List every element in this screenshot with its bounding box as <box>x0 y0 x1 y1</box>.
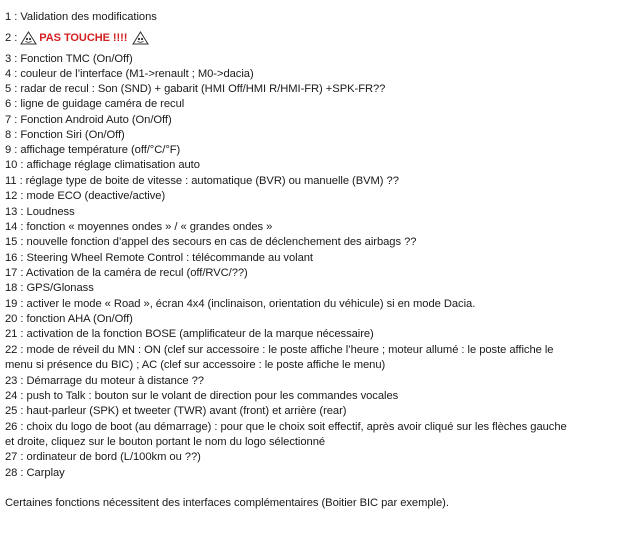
warning-triangle-icon <box>132 31 149 45</box>
list-item-19: 19 : activer le mode « Road », écran 4x4 (inclinaison, orientation du véhicule) si en mode Dacia. <box>5 298 476 310</box>
list-item-28: 28 : Carplay <box>5 467 65 479</box>
list-item-6: 6 : ligne de guidage caméra de recul <box>5 98 185 110</box>
list-item-13: 13 : Loudness <box>5 206 75 218</box>
warning-triangle-icon <box>20 31 37 45</box>
list-item-1: 1 : Validation des modifications <box>5 11 157 23</box>
list-item-17: 17 : Activation de la caméra de recul (off/RVC/??) <box>5 267 248 279</box>
list-item-15: 15 : nouvelle fonction d’appel des secours en cas de déclenchement des airbags ?? <box>5 236 417 248</box>
list-item-10: 10 : affichage réglage climatisation auto <box>5 159 200 171</box>
warning-prefix: 2 : <box>5 32 18 44</box>
list-item-26: 26 : choix du logo de boot (au démarrage) : pour que le choix soit effectif, après avoir cliqué sur les flèches gauche <box>5 421 567 433</box>
list-item-14: 14 : fonction « moyennes ondes » / « grandes ondes » <box>5 221 273 233</box>
list-item-27: 27 : ordinateur de bord (L/100km ou ??) <box>5 451 201 463</box>
list-item-22-cont: menu si présence du BIC) ; AC (clef sur accessoire : le poste affiche le menu) <box>5 359 386 371</box>
list-item-7: 7 : Fonction Android Auto (On/Off) <box>5 114 172 126</box>
list-item-21: 21 : activation de la fonction BOSE (amplificateur de la marque nécessaire) <box>5 328 374 340</box>
list-item-23: 23 : Démarrage du moteur à distance ?? <box>5 375 204 387</box>
list-item-3: 3 : Fonction TMC (On/Off) <box>5 53 133 65</box>
list-item-12: 12 : mode ECO (deactive/active) <box>5 190 166 202</box>
list-item-16: 16 : Steering Wheel Remote Control : télécommande au volant <box>5 252 313 264</box>
list-item-5: 5 : radar de recul : Son (SND) + gabarit (HMI Off/HMI R/HMI-FR) +SPK-FR?? <box>5 83 386 95</box>
list-item-26-cont: et droite, cliquez sur le bouton portant le nom du logo sélectionné <box>5 436 326 448</box>
list-item-22: 22 : mode de réveil du MN : ON (clef sur accessoire : le poste affiche l’heure ; moteur allumé : le poste affiche le <box>5 344 554 356</box>
list-item-20: 20 : fonction AHA (On/Off) <box>5 313 133 325</box>
footnote: Certaines fonctions nécessitent des interfaces complémentaires (Boitier BIC par exemple). <box>5 497 449 509</box>
list-item-2-warning <box>5 31 638 45</box>
list-item-4: 4 : couleur de l’interface (M1->renault ; M0->dacia) <box>5 68 254 80</box>
list-item-18: 18 : GPS/Glonass <box>5 282 94 294</box>
list-item-9: 9 : affichage température (off/°C/°F) <box>5 144 181 156</box>
list-item-8: 8 : Fonction Siri (On/Off) <box>5 129 125 141</box>
list-item-11: 11 : réglage type de boite de vitesse : automatique (BVR) ou manuelle (BVM) ?? <box>5 175 399 187</box>
list-item-25: 25 : haut-parleur (SPK) et tweeter (TWR) avant (front) et arrière (rear) <box>5 405 347 417</box>
warning-text: PAS TOUCHE !!!! <box>39 32 128 44</box>
list-item-24: 24 : push to Talk : bouton sur le volant de direction pour les commandes vocales <box>5 390 399 402</box>
